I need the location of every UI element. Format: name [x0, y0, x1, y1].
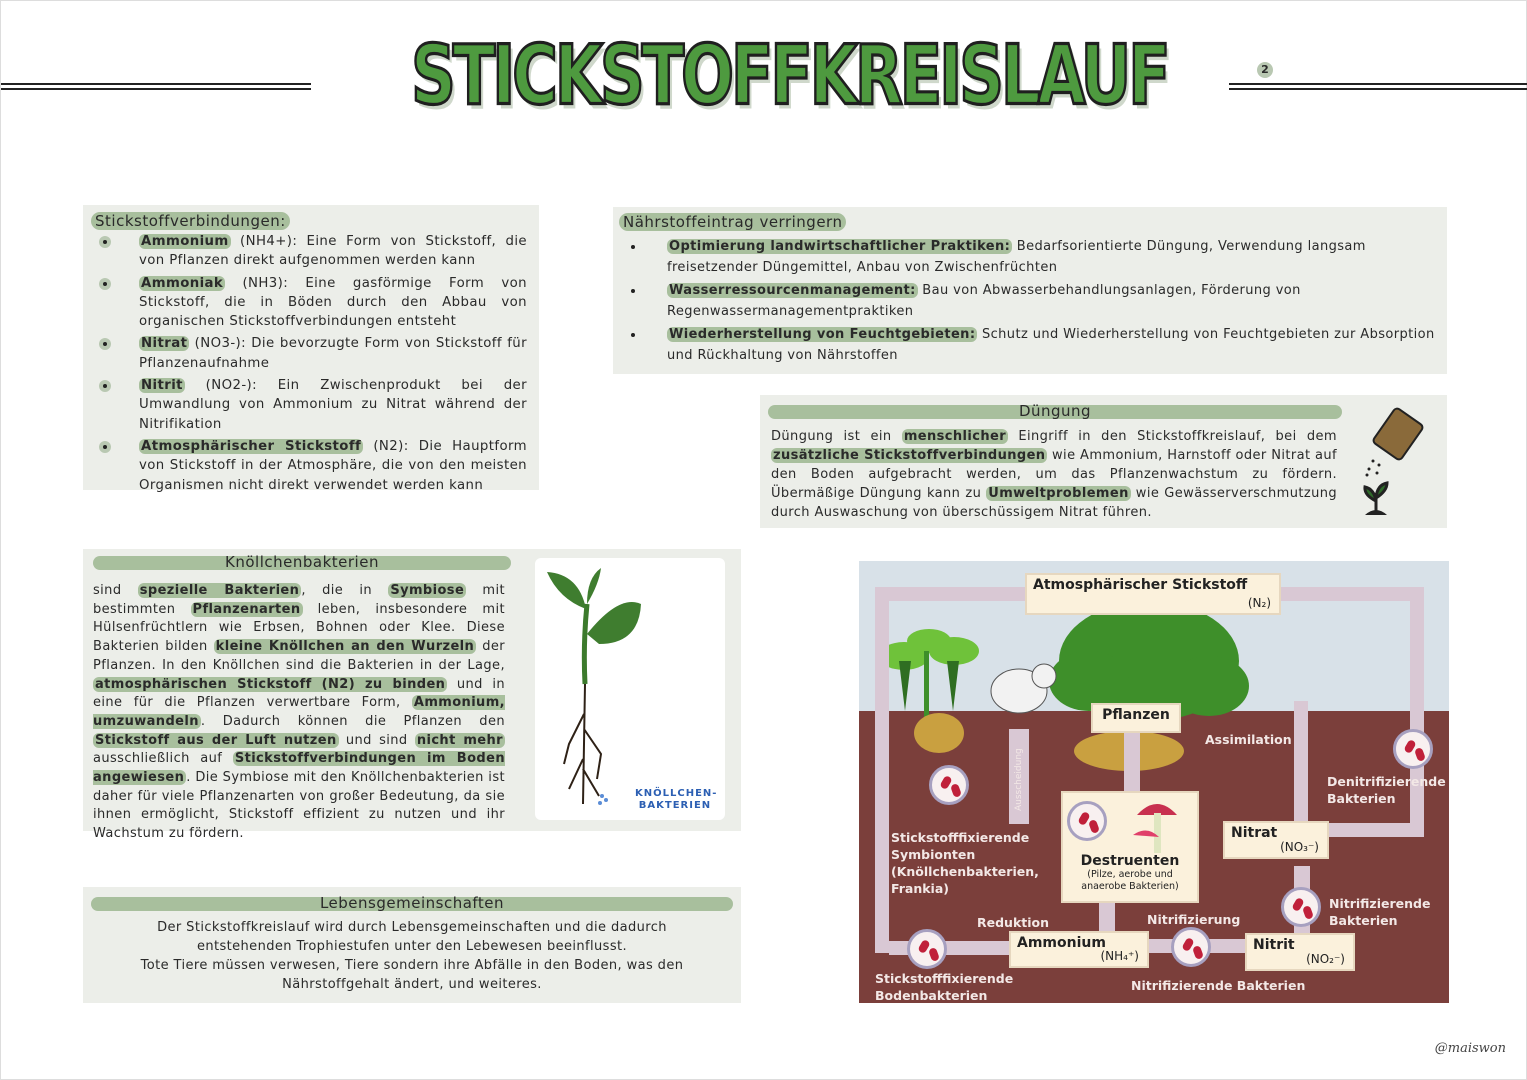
- text-segment: leben, insbesondere mit Hülsenfrüchtlern wie Erbsen, Bohnen oder Klee. Diese Bakterien bilden: [93, 601, 505, 655]
- nitrit-formula: (NO₂⁻): [1306, 952, 1345, 966]
- arrow: [1124, 726, 1140, 796]
- text-segment: ausschließlich auf: [93, 751, 233, 767]
- list-item: [619, 281, 1443, 322]
- text-segment: wie Ammonium, Harnstoff oder Nitrat auf den Boden aufgebracht werden, um das Pflanzenwachstum zu fördern. Übermäßige Düngung kann zu: [771, 448, 1337, 501]
- knoellchen-box: [83, 549, 741, 842]
- nitrifizierung-label: Nitrifizierung: [1147, 912, 1241, 927]
- knoellchen-heading: Knöllchenbakterien: [93, 556, 511, 570]
- lebens-box: [83, 887, 741, 1003]
- symbionten-label: Stickstofffixierende Symbionten (Knöllchenbakterien, Frankia): [891, 830, 1039, 896]
- bullet-icon: [99, 338, 111, 350]
- item-term: Ammoniak: [141, 275, 224, 291]
- bullet-icon: [99, 278, 111, 290]
- destruenten-sub: (Pilze, aerobe und anaerobe Bakterien): [1081, 869, 1179, 892]
- highlight: Pflanzenarten: [192, 601, 301, 617]
- bacteria-icon: [1171, 927, 1211, 967]
- nitrifizierende-label: Nitrifizierende Bakterien: [1329, 896, 1431, 928]
- highlight: kleine Knöllchen an den Wurzeln: [215, 639, 475, 655]
- text-segment: . Dadurch können die Pflanzen den: [200, 713, 505, 729]
- item-term: Nitrat: [141, 336, 188, 352]
- naehrstoff-heading: Nährstoffeintrag verringern: [619, 213, 846, 231]
- item-term: Wiederherstellung von Feuchtgebieten:: [669, 327, 976, 342]
- duengung-heading: Düngung: [768, 405, 1342, 419]
- text-segment: wie Gewässerverschmutzung durch Auswaschung von überschüssigem Nitrat führen.: [771, 486, 1338, 520]
- bullet-icon: [99, 380, 111, 392]
- item-term: Nitrit: [141, 378, 183, 394]
- verbindungen-list: [91, 232, 527, 495]
- page-title: STICKSTOFFKREISLAUF: [411, 28, 1168, 124]
- text-segment: und in eine für die Pflanzen verwertbare Form,: [93, 676, 505, 711]
- highlight: Ammonium, umzuwandeln: [93, 695, 505, 729]
- highlight: Umweltproblemen: [988, 486, 1129, 501]
- text-segment: mit bestimmten: [93, 583, 505, 617]
- ammonium-formula: (NH₄⁺): [1100, 949, 1139, 963]
- arrow: [875, 587, 1025, 601]
- list-item: [619, 325, 1443, 366]
- text-segment: sind: [93, 583, 138, 598]
- denitri-label: Denitrifizierende Bakterien: [1327, 774, 1446, 806]
- item-text: (NH4+): Eine Form von Stickstoff, die von Pflanzen direkt aufgenommen werden kann: [139, 234, 527, 269]
- signature: @maiswon: [1434, 1041, 1506, 1056]
- bullet-icon: [627, 285, 639, 297]
- highlight: spezielle Bakterien: [139, 583, 300, 598]
- item-text: Bedarfsorientierte Düngung, Verwendung langsam freisetzender Düngemittel, Anbau von Zwischenfrüchten: [667, 239, 1366, 275]
- reduktion-label: Reduktion: [977, 915, 1050, 930]
- assimilation-label: Assimilation: [1205, 732, 1292, 747]
- list-item: [91, 232, 527, 271]
- title-rule-right: [1229, 83, 1527, 90]
- list-item: [91, 437, 527, 495]
- title-rule-left: [1, 83, 311, 90]
- highlight: Stickstoffverbindungen im Boden angewiesen: [93, 751, 505, 786]
- highlight: nicht mehr: [416, 732, 503, 748]
- bacteria-icon: [1067, 801, 1107, 841]
- highlight: atmosphärischen Stickstoff (N2) zu binden: [95, 676, 446, 692]
- nitrit-box: [1245, 933, 1355, 971]
- item-text: Bau von Abwasserbehandlungsanlagen, Förderung von Regenwassermanagementpraktiken: [667, 283, 1301, 319]
- bacteria-icon: [1393, 729, 1433, 769]
- lebens-line: entstehenden Trophiestufen unter den Lebewesen beeinflusst.: [196, 939, 628, 954]
- bullet-icon: [99, 236, 111, 248]
- item-term: Atmosphärischer Stickstoff: [141, 438, 362, 454]
- duengung-box: [760, 395, 1447, 528]
- text-segment: und sind: [338, 732, 415, 748]
- lebens-text: [91, 918, 733, 994]
- item-text: (N2): Die Hauptform von Stickstoff in der Atmosphäre, die von den meisten Organismen nicht direkt verwendet werden kann: [139, 438, 527, 493]
- text-segment: der Pflanzen. In den Knöllchen sind die Bakterien in der Lage,: [93, 639, 505, 673]
- nitrit-label: Nitrit: [1253, 937, 1295, 953]
- arrow: [1294, 701, 1308, 826]
- bullet-icon: [627, 241, 639, 253]
- lebens-line: Nährstoffgehalt ändert, und weiteres.: [282, 977, 542, 992]
- highlight: zusätzliche Stickstoffverbindungen: [773, 448, 1046, 463]
- nitrat-formula: (NO₃⁻): [1280, 840, 1319, 854]
- destruenten-label: Destruenten: [1080, 853, 1180, 869]
- naehrstoff-box: [613, 207, 1447, 374]
- verbindungen-box: [83, 205, 539, 493]
- boden-label: Stickstofffixierende Bodenbakterien: [875, 971, 1014, 1003]
- atmo-formula: (N₂): [1247, 596, 1271, 610]
- highlight: Symbiose: [390, 583, 465, 598]
- atmo-box: [1025, 573, 1281, 615]
- atmo-label: Atmosphärischer Stickstoff: [1033, 577, 1248, 593]
- item-text: Schutz und Wiederherstellung von Feuchtgebieten zur Absorption und Rückhaltung von Nährstoffen: [667, 327, 1435, 363]
- duengung-text: [771, 427, 1337, 522]
- ammonium-box: [1009, 931, 1149, 968]
- list-item: [619, 237, 1443, 278]
- bacteria-icon: [907, 929, 947, 969]
- nitrat-box: [1223, 821, 1329, 859]
- item-text: (NH3): Eine gasförmige Form von Stickstoff, die in Böden durch den Abbau von organischen Stickstoffverbindungen entsteht: [139, 275, 527, 330]
- item-term: Optimierung landwirtschaftlicher Praktiken:: [669, 239, 1011, 254]
- pflanzen-box: Pflanzen: [1091, 703, 1181, 733]
- plant-icon: [539, 564, 659, 814]
- item-text: (NO2-): Ein Zwischenprodukt bei der Umwandlung von Ammonium zu Nitrat während der Nitrifikation: [139, 378, 527, 432]
- ausscheidung-label: Ausscheidung: [1014, 748, 1024, 811]
- item-text: (NO3-): Die bevorzugte Form von Stickstoff für Pflanzenaufnahme: [139, 336, 527, 371]
- nitrat-label: Nitrat: [1231, 825, 1278, 841]
- bacteria-icon: [1281, 887, 1321, 927]
- nitrogen-cycle-diagram: [859, 561, 1449, 1003]
- text-segment: . Die Symbiose mit den Knöllchenbakterien ist daher für viele Pflanzenarten von großer Bedeutung, da sie ihnen ermöglicht, Stickstoff effizient zu nutzen und ihr Wachstum zu fördern.: [93, 770, 505, 842]
- highlight: menschlicher: [903, 429, 1007, 444]
- text-segment: , die in: [301, 583, 389, 598]
- fertilizer-icon: [1359, 403, 1429, 518]
- list-item: [91, 376, 527, 434]
- list-item: [91, 274, 527, 332]
- page-number: 2: [1257, 62, 1273, 78]
- ammonium-label: Ammonium: [1017, 935, 1106, 951]
- verbindungen-heading: Stickstoffverbindungen:: [91, 212, 290, 230]
- item-term: Wasserressourcenmanagement:: [669, 283, 916, 298]
- mushroom-icon: [1129, 797, 1189, 857]
- lebens-line: Tote Tiere müssen verwesen, Tiere sondern ihre Abfälle in den Boden, was den: [140, 958, 684, 973]
- knoellchen-text: [93, 582, 505, 844]
- arrow: [875, 587, 889, 953]
- knoellchen-image-label: KNÖLLCHEN-BAKTERIEN: [635, 788, 718, 811]
- bullet-icon: [99, 441, 111, 453]
- bacteria-icon: [929, 765, 969, 805]
- naehrstoff-list: [619, 237, 1443, 366]
- highlight: Stickstoff aus der Luft nutzen: [95, 732, 337, 748]
- arrow: [1279, 587, 1424, 601]
- text-segment: Eingriff in den Stickstoffkreislauf, bei dem: [1008, 429, 1337, 444]
- item-term: Ammonium: [141, 234, 229, 249]
- lebens-line: Der Stickstoffkreislauf wird durch Lebensgemeinschaften und die dadurch: [157, 920, 667, 935]
- bullet-icon: [627, 329, 639, 341]
- text-segment: Düngung ist ein: [771, 429, 902, 444]
- nitri-bottom-label: Nitrifizierende Bakterien: [1131, 978, 1306, 993]
- lebens-heading: Lebensgemeinschaften: [91, 897, 733, 911]
- list-item: [91, 334, 527, 373]
- plant-illustration: [535, 558, 725, 820]
